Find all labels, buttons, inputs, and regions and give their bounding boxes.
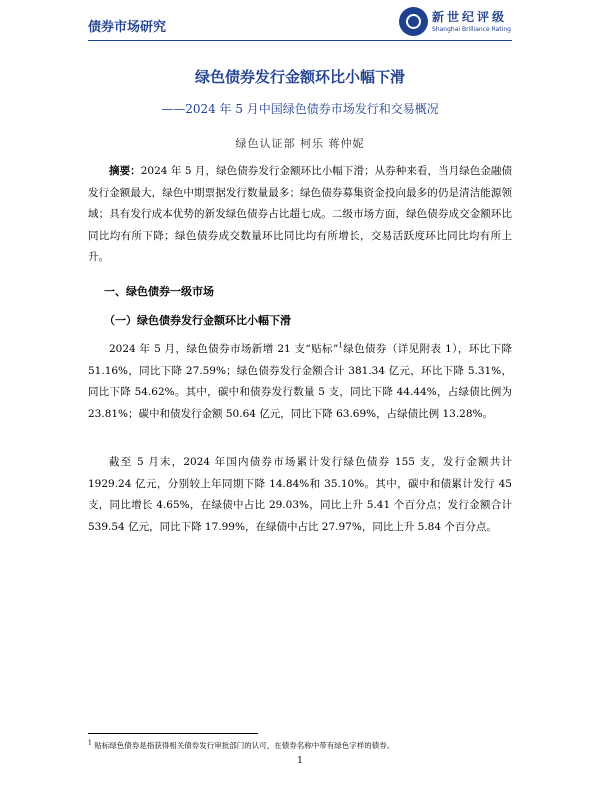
logo-english-name: Shanghai Brilliance Rating bbox=[432, 26, 511, 33]
header-divider bbox=[88, 40, 512, 41]
abstract-label: 摘要： bbox=[109, 165, 141, 177]
footnote-mark: 1 bbox=[88, 739, 92, 747]
subsection-heading: （一）绿色债券发行金额环比小幅下滑 bbox=[104, 314, 291, 327]
paragraph-cumulative-issuance: 截至 5 月末，2024 年国内债券市场累计发行绿色债券 155 支，发行金额共计 1929.24 亿元，分别较上年同期下降 14.84%和 35.10%。其中，碳中和债累计发行 45 支，同比增长 4.65%，在绿债中占比 29.03%，同比上升 5.41 个百分点；发行金额合计 539.54 亿元，同比下降 17.99%，在绿债中占比 27.97%，同比上升 5.84 个百分点。 bbox=[88, 456, 512, 533]
header-section-title: 债券市场研究 bbox=[88, 20, 167, 35]
paragraph-text-start: 2024 年 5 月，绿色债券市场新增 21 支“贴标” bbox=[109, 343, 339, 355]
logo-emblem-icon bbox=[399, 7, 428, 36]
abstract bbox=[88, 161, 512, 269]
page-number: 1 bbox=[297, 756, 303, 766]
authors: 绿色认证部 柯乐 蒋仲妮 bbox=[235, 137, 365, 150]
footnote-divider bbox=[88, 733, 258, 734]
page-subtitle: ——2024 年 5 月中国绿色债券市场发行和交易概况 bbox=[161, 102, 439, 116]
paragraph-text-rest: 绿色债券（详见附表 1），环比下降 51.16%，同比下降 27.59%；绿色债券发行金额合计 381.34 亿元，环比下降 5.31%，同比下降 54.62%。其中，碳中和债券发行数量 5 支，同比下降 44.44%，占绿债比例为 23.81%；碳中和债发行金额 50.64 亿元，同比下降 63.69%，占绿债比例 13.28%。 bbox=[88, 343, 513, 420]
footnote bbox=[88, 740, 528, 751]
abstract-text: 2024 年 5 月，绿色债券发行金额环比小幅下滑；从券种来看，当月绿色金融债发行金额最大，绿色中期票据发行数量最多；绿色债券募集资金投向最多的仍是清洁能源领域；具有发行成本优势的新发绿色债券占比超七成。二级市场方面，绿色债券成交金额环比同比均有所下降；绿色债券成交数量环比同比均有所增长，交易活跃度环比同比均有所上升。 bbox=[88, 165, 512, 263]
company-logo bbox=[399, 7, 519, 39]
logo-chinese-name: 新世纪评级 bbox=[432, 10, 508, 24]
section-heading: 一、绿色债券一级市场 bbox=[104, 285, 214, 298]
paragraph-issuance-may bbox=[88, 339, 512, 425]
footnote-text: 贴标绿色债券是指获得相关债券发行审批部门的认可，在债券名称中带有绿色字样的债券。 bbox=[94, 741, 395, 750]
page-title: 绿色债券发行金额环比小幅下滑 bbox=[194, 68, 405, 86]
footnote-reference[interactable]: 1 bbox=[338, 341, 343, 350]
